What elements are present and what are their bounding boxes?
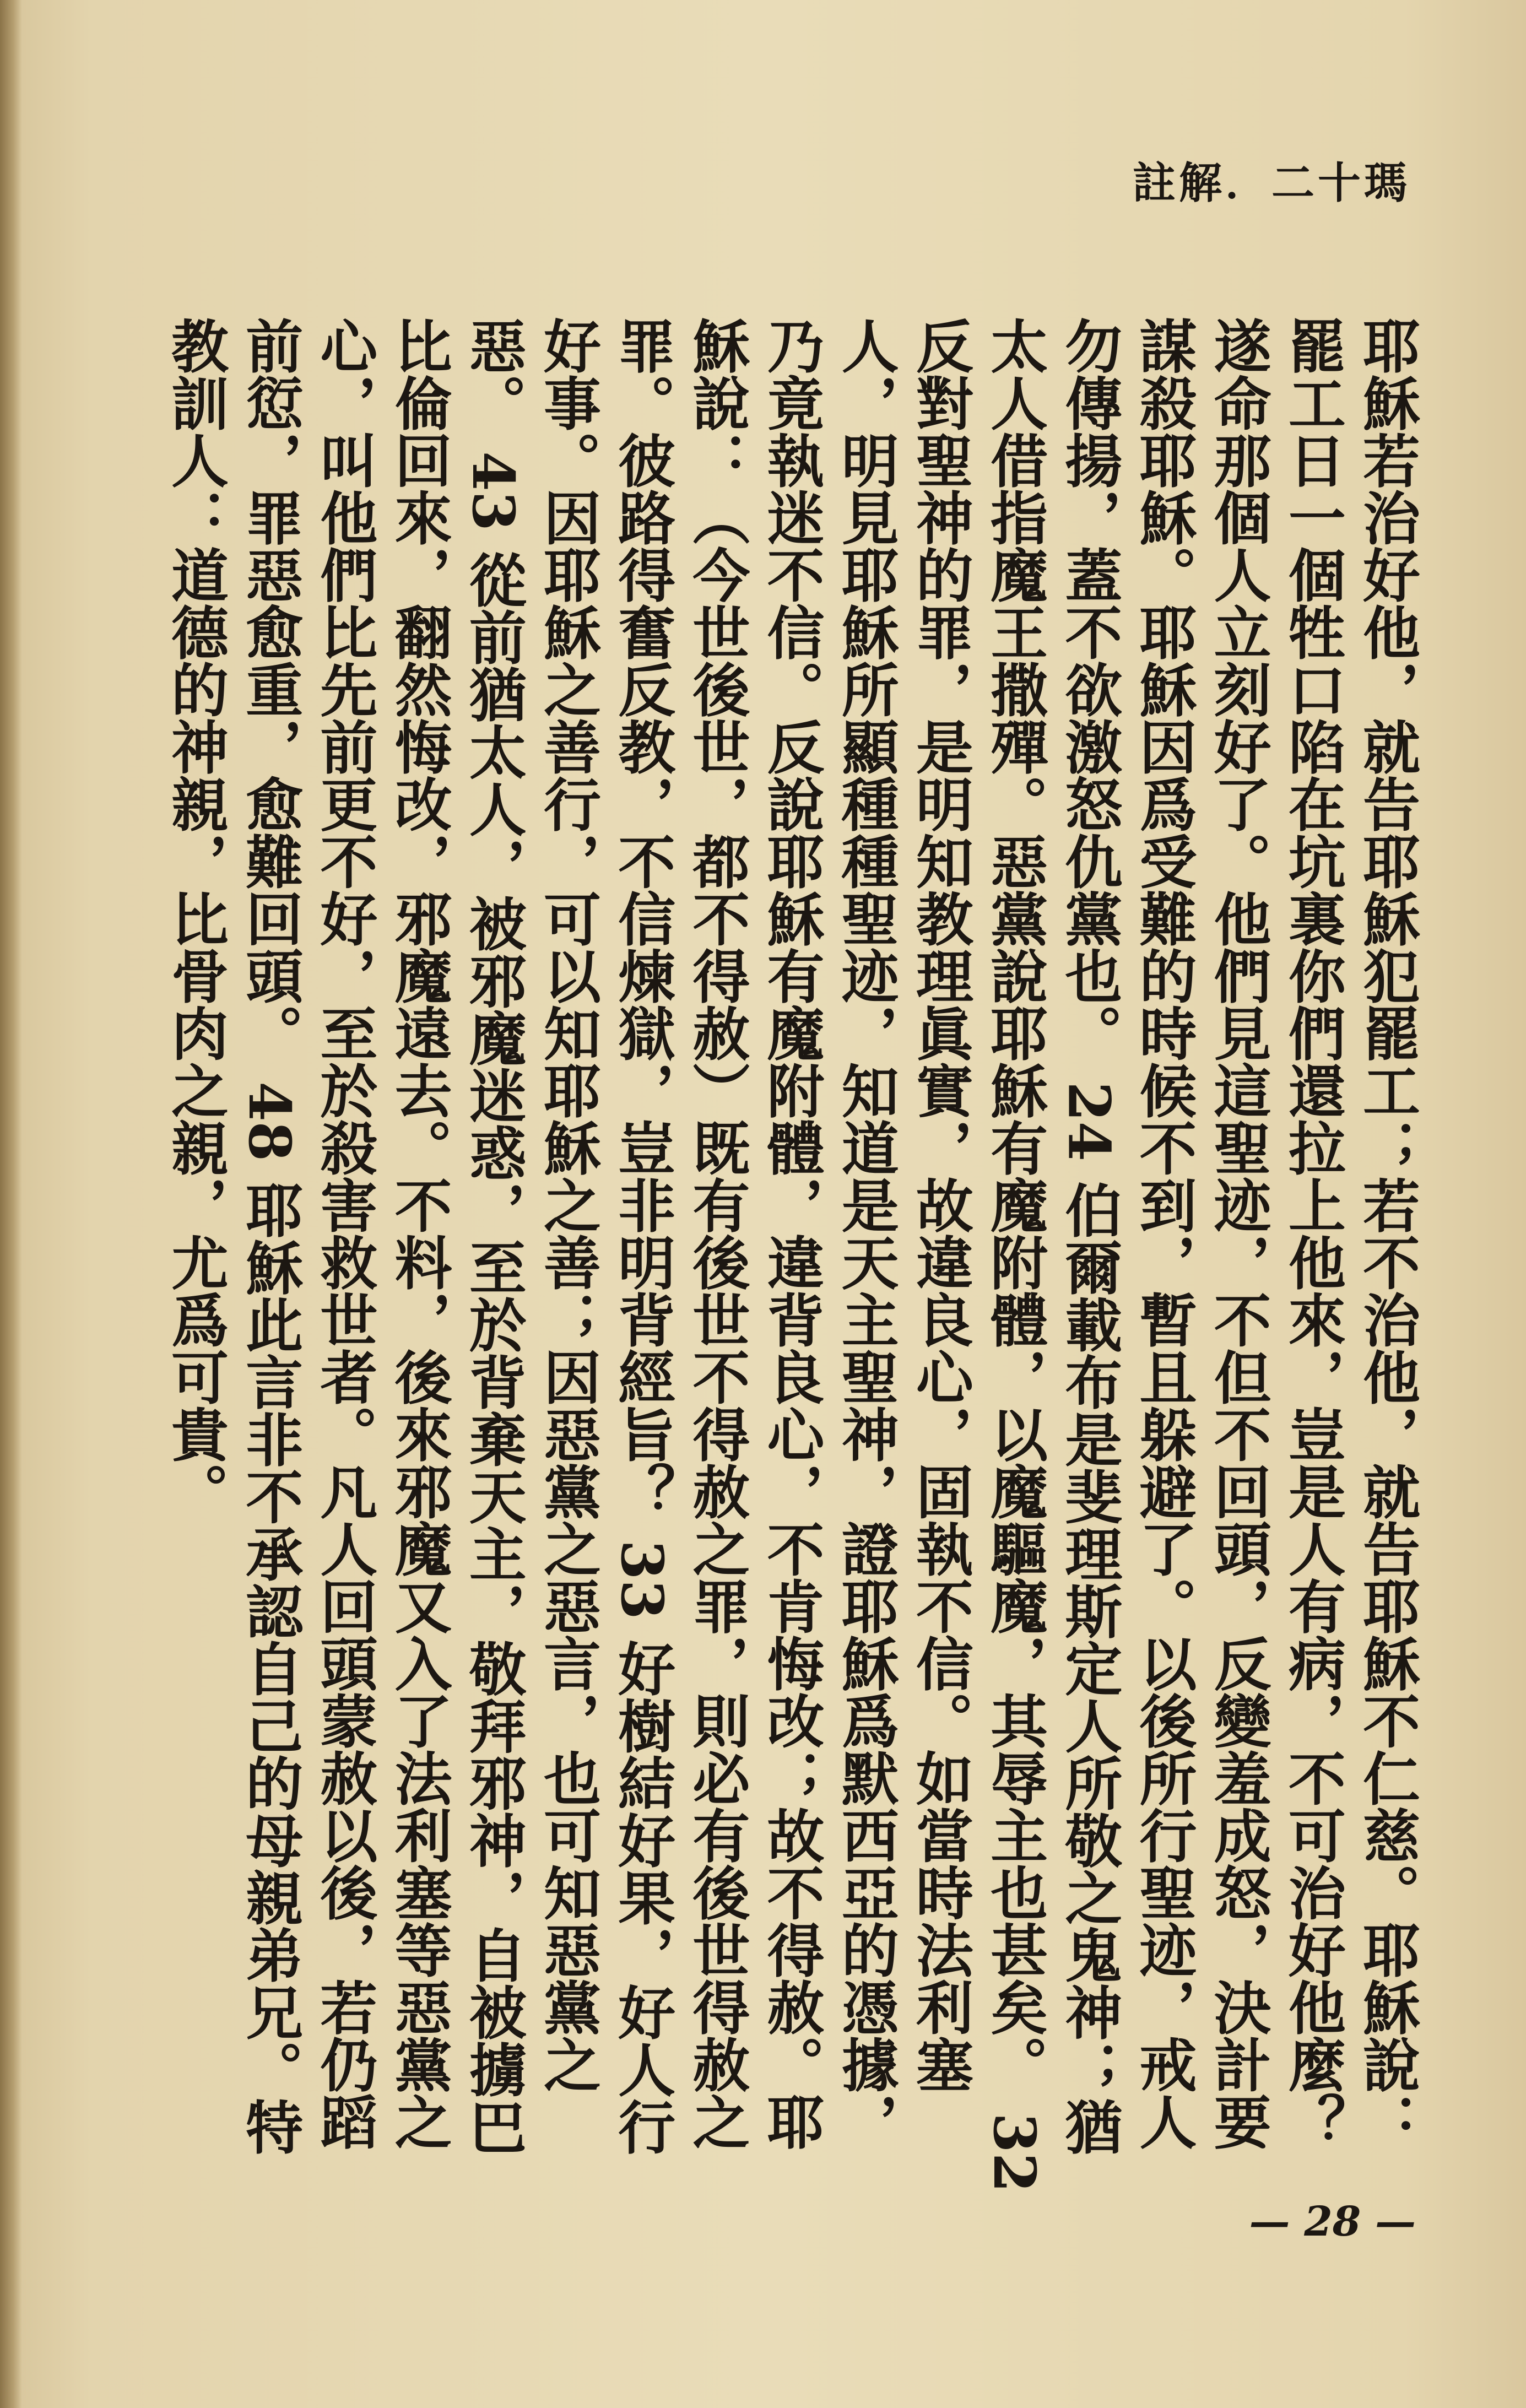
book-spine-shadow	[0, 0, 22, 2408]
running-header: 註解．二十瑪	[1132, 158, 1410, 208]
commentary-text: 耶穌若治好他，就告耶穌犯罷工；若不治他，就告耶穌不仁慈。耶穌說：罷工日一個牲口陷在坑裏你們還拉上他來，豈是人有病，不可治好他麼？遂命那個人立刻好了。他們見這聖迹，不但不回頭，反變羞成怒，決計要謀殺耶穌。耶穌因爲受難的時候不到，暫且躲避了。以後所行聖迹，戒人勿傳揚，蓋不欲激怒仇黨也。 24 伯爾載布是斐理斯定人所敬之鬼神；猶太人借指魔王撒殫。惡黨說耶穌有魔附體，以魔驅魔，其辱主也甚矣。 32 反對聖神的罪，是明知教理眞實，故違良心，固執不信。如當時法利塞人，明見耶穌所顯種種聖迹，知道是天主聖神，證耶穌爲默西亞的憑據，乃竟執迷不信。反說耶穌有魔附體，違背良心，不肯悔改；故不得赦。耶穌說：（今世後世，都不得赦）既有後世不得赦之罪，則必有後世得赦之罪。彼路得奮反教，不信煉獄，豈非明背經旨？ 33 好樹結好果，好人行好事。因耶穌之善行，可以知耶穌之善；因惡黨之惡言，也可知惡黨之惡。 43 從前猶太人，被邪魔迷惑，至於背棄天主，敬拜邪神，自被擄巴比倫回來，翻然悔改，邪魔遠去。不料，後來邪魔又入了法利塞等惡黨之心，叫他們比先前更不好，至於殺害救世者。凡人回頭蒙赦以後，若仍蹈前愆，罪惡愈重，愈難回頭。 48 耶穌此言非不承認自己的母親弟兄。特教訓人：道德的神親，比骨肉之親，尤爲可貴。	[161, 317, 1421, 2213]
page-number: — 28 —	[1249, 2198, 1416, 2245]
